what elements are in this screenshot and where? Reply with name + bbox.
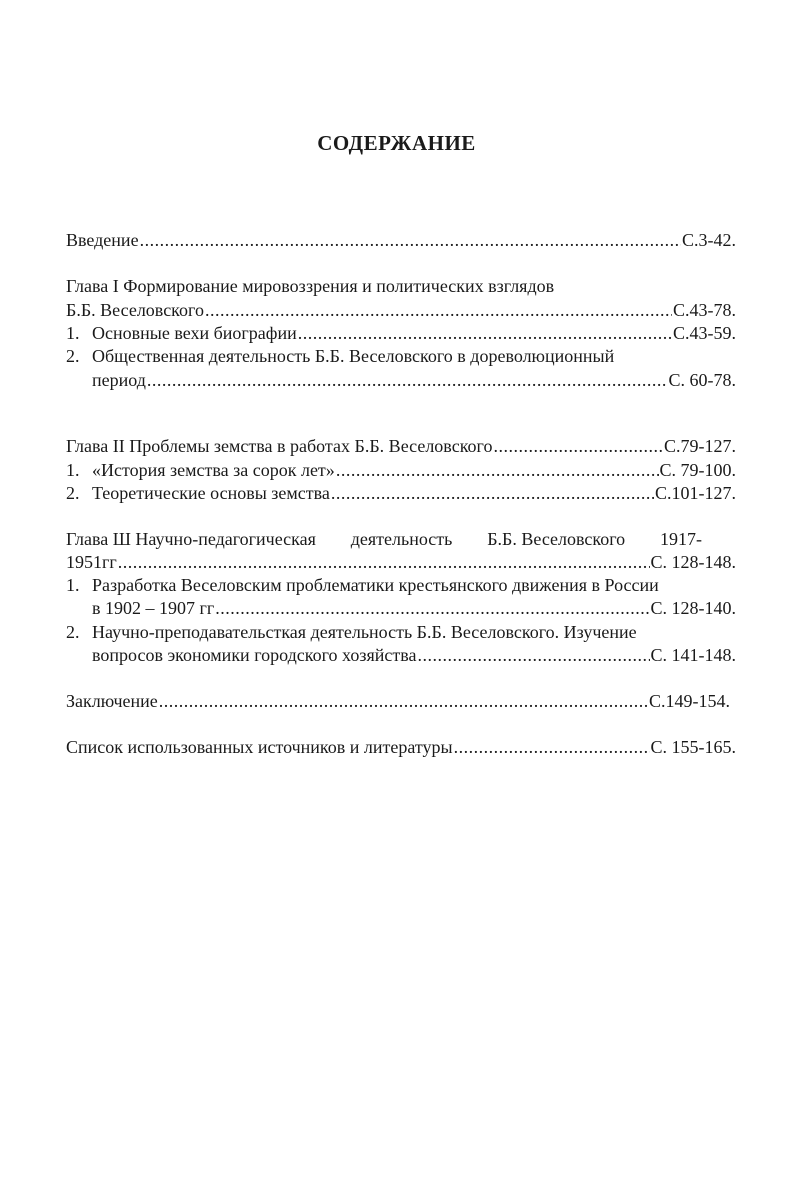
dot-leader bbox=[336, 458, 659, 482]
toc-entry-chapter1[interactable] bbox=[66, 298, 736, 322]
chapter3-heading[interactable] bbox=[66, 527, 702, 551]
toc-entry-pages: С. 79-100. bbox=[659, 460, 736, 480]
toc-entry-label: Список использованных источников и литературы bbox=[66, 737, 453, 757]
toc-entry-pages: С.43-78. bbox=[673, 300, 736, 320]
toc-entry-chapter2-item2[interactable] bbox=[66, 481, 736, 505]
toc-entry-intro[interactable] bbox=[66, 228, 736, 252]
item-number: 1. bbox=[66, 460, 80, 480]
dot-leader bbox=[147, 368, 668, 392]
dot-leader bbox=[298, 321, 672, 345]
toc-entry-pages: С. 141-148. bbox=[650, 645, 736, 665]
toc-entry-pages: С.43-59. bbox=[673, 323, 736, 343]
toc-entry-pages: С. 128-148. bbox=[650, 552, 736, 572]
dot-leader bbox=[215, 596, 649, 620]
toc-entry-label: «История земства за сорок лет» bbox=[92, 460, 335, 480]
toc-entry-chapter3-item1-line2[interactable] bbox=[92, 596, 736, 620]
toc-entry-label: Введение bbox=[66, 230, 139, 250]
toc-entry-chapter3-item2-line2[interactable] bbox=[92, 643, 736, 667]
toc-entry-label: в 1902 – 1907 гг bbox=[92, 598, 215, 618]
toc-entry-label: Теоретические основы земства bbox=[92, 483, 330, 503]
toc-entry-label: Заключение bbox=[66, 691, 158, 711]
chapter3-heading-part: 1917- bbox=[660, 529, 702, 549]
dot-leader bbox=[331, 481, 654, 505]
chapter3-heading-part: деятельность bbox=[350, 529, 453, 549]
toc-entry-chapter2-item1[interactable] bbox=[66, 458, 736, 482]
dot-leader bbox=[493, 434, 663, 458]
dot-leader bbox=[159, 689, 648, 713]
dot-leader bbox=[417, 643, 649, 667]
dot-leader bbox=[118, 550, 650, 574]
toc-entry-label: вопросов экономики городского хозяйства bbox=[92, 645, 417, 665]
toc-entry-chapter3[interactable] bbox=[66, 550, 736, 574]
toc-entry-chapter1-item1[interactable] bbox=[66, 321, 736, 345]
toc-entry-chapter2[interactable] bbox=[66, 434, 736, 458]
item-number: 2. bbox=[66, 483, 80, 503]
chapter3-heading-part: Глава Ш Научно-педагогическая bbox=[66, 529, 316, 549]
toc-entry-pages: С. 155-165. bbox=[650, 737, 736, 757]
toc-entry-label: Б.Б. Веселовского bbox=[66, 300, 204, 320]
toc-entry-pages: С. 60-78. bbox=[668, 370, 736, 390]
dot-leader bbox=[454, 735, 650, 759]
toc-entry-chapter3-item1-line1[interactable] bbox=[66, 573, 736, 597]
toc-entry-pages: С.149-154. bbox=[649, 691, 730, 711]
dot-leader bbox=[205, 298, 672, 322]
toc-entry-label: Научно-преподавательсткая деятельность Б.Б. Веселовского. Изучение bbox=[92, 622, 637, 642]
toc-entry-label: Общественная деятельность Б.Б. Веселовского в дореволюционный bbox=[92, 346, 615, 366]
toc-entry-pages: С. 128-140. bbox=[650, 598, 736, 618]
toc-entry-pages: С.3-42. bbox=[682, 230, 736, 250]
item-number: 2. bbox=[66, 346, 80, 366]
item-number: 1. bbox=[66, 575, 80, 595]
toc-entry-label: 1951гг bbox=[66, 552, 117, 572]
toc-entry-chapter3-item2-line1[interactable] bbox=[66, 620, 736, 644]
item-number: 2. bbox=[66, 622, 80, 642]
toc-entry-pages: С.79-127. bbox=[664, 436, 736, 456]
toc-entry-label: Глава II Проблемы земства в работах Б.Б. Веселовского bbox=[66, 436, 493, 456]
dot-leader bbox=[140, 228, 681, 252]
toc-entry-sources[interactable] bbox=[66, 735, 736, 759]
toc-entry-chapter1-item2-line1[interactable] bbox=[66, 344, 736, 368]
toc-entry-chapter1-item2-line2[interactable] bbox=[92, 368, 736, 392]
page-title: СОДЕРЖАНИЕ bbox=[317, 131, 476, 155]
toc-entry-conclusion[interactable] bbox=[66, 689, 730, 713]
toc-entry-pages: С.101-127. bbox=[655, 483, 736, 503]
item-number: 1. bbox=[66, 323, 80, 343]
chapter3-heading-part: Б.Б. Веселовского bbox=[487, 529, 626, 549]
toc-entry-label: Основные вехи биографии bbox=[92, 323, 297, 343]
toc-entry-label: период bbox=[92, 370, 146, 390]
chapter1-heading[interactable]: Глава I Формирование мировоззрения и политических взглядов bbox=[66, 276, 555, 296]
toc-entry-label: Разработка Веселовским проблематики крестьянского движения в России bbox=[92, 575, 659, 595]
